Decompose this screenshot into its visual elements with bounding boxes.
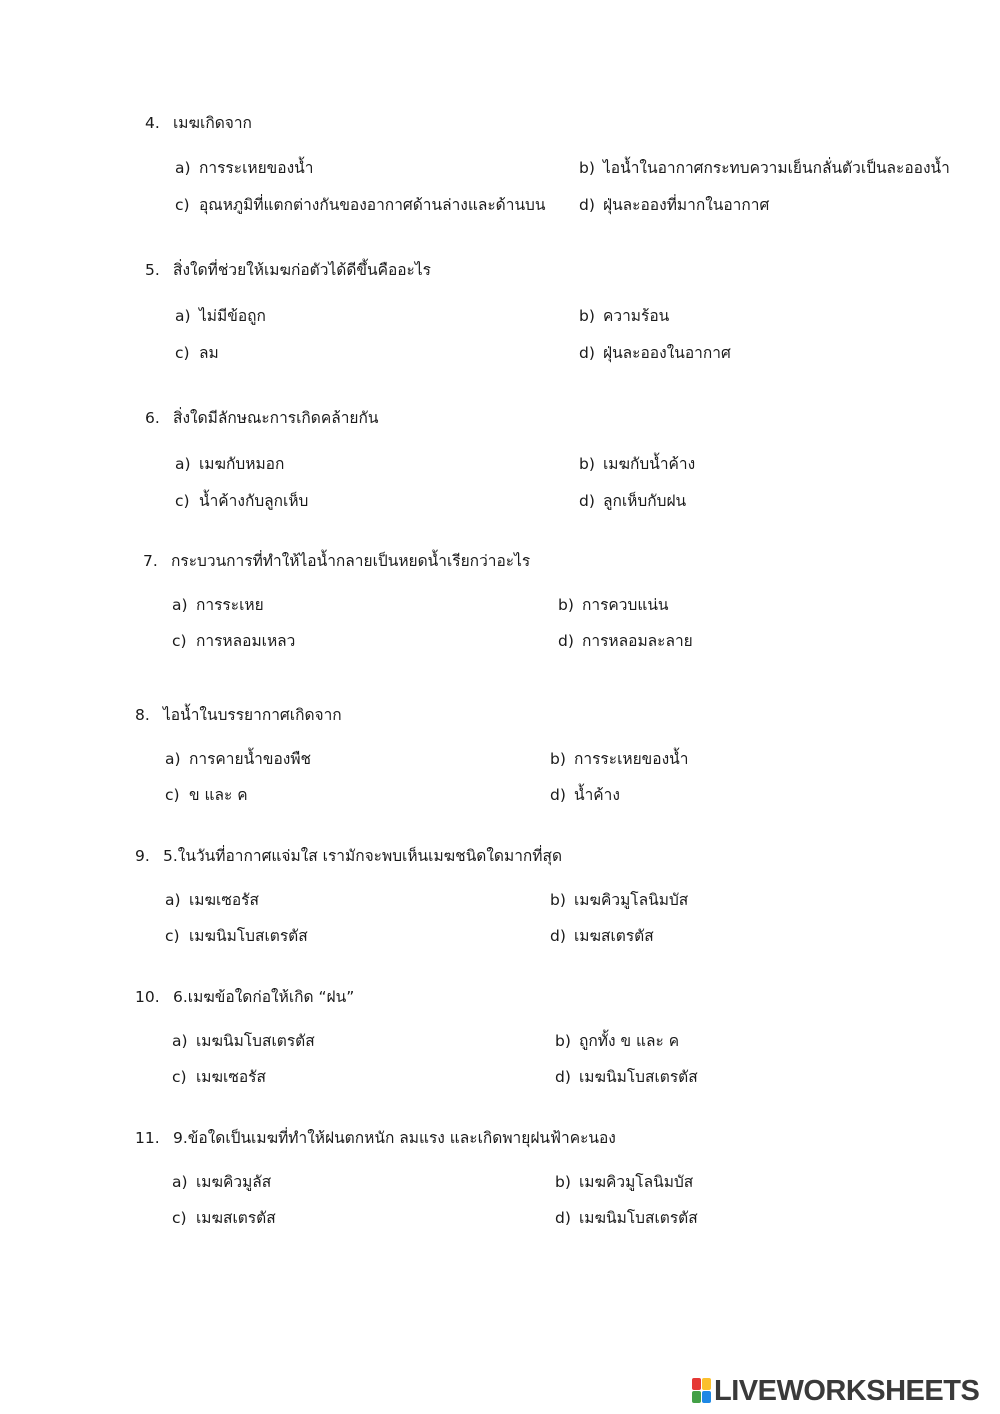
option-letter: c): [165, 786, 180, 804]
option-text: เมฆกับน้ำค้าง: [603, 455, 696, 473]
option-5a[interactable]: [175, 306, 266, 326]
option-text: ฝุ่นละอองที่มากในอากาศ: [603, 196, 770, 214]
option-letter: d): [579, 492, 595, 510]
option-text: ฝุ่นละอองในอากาศ: [603, 344, 731, 362]
option-letter: b): [579, 159, 595, 177]
option-letter: d): [555, 1209, 571, 1227]
option-text: การระเหยของน้ำ: [199, 159, 314, 177]
option-10b[interactable]: [555, 1031, 679, 1051]
option-6b[interactable]: [579, 454, 695, 474]
question-text: เมฆเกิดจาก: [173, 114, 252, 132]
option-4a[interactable]: [175, 158, 313, 178]
option-letter: c): [165, 927, 180, 945]
option-letter: d): [558, 632, 574, 650]
option-letter: b): [555, 1173, 571, 1191]
option-letter: c): [172, 1068, 187, 1086]
liveworksheets-logo: [692, 1374, 979, 1408]
option-letter: a): [175, 307, 191, 325]
option-letter: c): [172, 1209, 187, 1227]
question-number: 4.: [145, 114, 160, 132]
option-7c[interactable]: [172, 631, 295, 651]
option-9b[interactable]: [550, 890, 688, 910]
option-letter: d): [579, 344, 595, 362]
option-letter: d): [550, 927, 566, 945]
question-number: 5.: [145, 261, 160, 279]
option-letter: a): [175, 455, 191, 473]
option-letter: a): [172, 1032, 188, 1050]
option-11d[interactable]: [555, 1208, 698, 1228]
option-8a[interactable]: [165, 749, 311, 769]
option-8d[interactable]: [550, 785, 620, 805]
option-letter: c): [175, 492, 190, 510]
option-text: เมฆเซอรัส: [196, 1068, 266, 1086]
option-letter: a): [165, 750, 181, 768]
question-text: กระบวนการที่ทำให้ไอน้ำกลายเป็นหยดน้ำเรียกว่าอะไร: [171, 552, 531, 570]
question-8: [135, 705, 342, 725]
option-letter: d): [579, 196, 595, 214]
option-letter: a): [172, 1173, 188, 1191]
option-7b[interactable]: [558, 595, 669, 615]
option-text: การคายน้ำของพืช: [189, 750, 312, 768]
option-text: เมฆคิวมูลัส: [196, 1173, 272, 1191]
option-text: ไอน้ำในอากาศกระทบความเย็นกลั่นตัวเป็นละอองน้ำ: [603, 159, 950, 177]
option-text: เมฆนิมโบสเตรตัส: [189, 927, 308, 945]
option-letter: a): [175, 159, 191, 177]
option-text: ข และ ค: [189, 786, 248, 804]
option-letter: b): [550, 891, 566, 909]
question-number: 7.: [143, 552, 158, 570]
option-9d[interactable]: [550, 926, 654, 946]
option-8b[interactable]: [550, 749, 688, 769]
question-text: ไอน้ำในบรรยากาศเกิดจาก: [163, 706, 342, 724]
option-text: การควบแน่น: [582, 596, 669, 614]
question-text: 5.ในวันที่อากาศแจ่มใส เรามักจะพบเห็นเมฆชนิดใดมากที่สุด: [163, 847, 563, 865]
option-6a[interactable]: [175, 454, 284, 474]
option-letter: b): [579, 307, 595, 325]
option-text: การหลอมละลาย: [582, 632, 693, 650]
option-5d[interactable]: [579, 343, 731, 363]
option-11c[interactable]: [172, 1208, 276, 1228]
question-10: [135, 987, 354, 1007]
option-text: เมฆคิวมูโลนิมบัส: [574, 891, 689, 909]
option-text: การระเหยของน้ำ: [574, 750, 689, 768]
option-letter: c): [175, 344, 190, 362]
liveworksheets-mark-icon: [692, 1378, 712, 1404]
option-text: เมฆสเตรตัส: [574, 927, 654, 945]
option-text: อุณหภูมิที่แตกต่างกันของอากาศด้านล่างและด้านบน: [199, 196, 546, 214]
option-10d[interactable]: [555, 1067, 698, 1087]
option-4b[interactable]: [579, 158, 950, 178]
option-10c[interactable]: [172, 1067, 266, 1087]
option-11a[interactable]: [172, 1172, 271, 1192]
option-letter: a): [172, 596, 188, 614]
option-letter: b): [558, 596, 574, 614]
option-text: ถูกทั้ง ข และ ค: [579, 1032, 680, 1050]
option-6d[interactable]: [579, 491, 686, 511]
liveworksheets-wordmark: LIVEWORKSHEETS: [714, 1374, 980, 1407]
option-letter: d): [555, 1068, 571, 1086]
option-text: ลม: [199, 344, 219, 362]
option-text: เมฆสเตรตัส: [196, 1209, 276, 1227]
option-11b[interactable]: [555, 1172, 693, 1192]
question-number: 8.: [135, 706, 150, 724]
option-text: เมฆนิมโบสเตรตัส: [579, 1068, 698, 1086]
option-text: เมฆเซอรัส: [189, 891, 259, 909]
question-text: 6.เมฆข้อใดก่อให้เกิด “ฝน”: [173, 988, 355, 1006]
option-4c[interactable]: [175, 195, 545, 215]
question-number: 6.: [145, 409, 160, 427]
option-7a[interactable]: [172, 595, 264, 615]
option-9c[interactable]: [165, 926, 308, 946]
question-11: [135, 1128, 616, 1148]
option-text: การหลอมเหลว: [196, 632, 296, 650]
option-text: ลูกเห็บกับฝน: [603, 492, 687, 510]
option-10a[interactable]: [172, 1031, 315, 1051]
option-text: น้ำค้าง: [574, 786, 620, 804]
question-text: สิ่งใดมีลักษณะการเกิดคล้ายกัน: [173, 409, 379, 427]
option-text: เมฆนิมโบสเตรตัส: [579, 1209, 698, 1227]
option-letter: b): [550, 750, 566, 768]
question-number: 11.: [135, 1129, 160, 1147]
option-text: เมฆนิมโบสเตรตัส: [196, 1032, 315, 1050]
question-number: 10.: [135, 988, 160, 1006]
option-text: เมฆคิวมูโลนิมบัส: [579, 1173, 694, 1191]
option-7d[interactable]: [558, 631, 693, 651]
option-9a[interactable]: [165, 890, 259, 910]
option-letter: c): [172, 632, 187, 650]
question-6: [145, 408, 378, 428]
option-text: เมฆกับหมอก: [199, 455, 285, 473]
option-letter: d): [550, 786, 566, 804]
question-5: [145, 260, 431, 280]
question-4: [145, 113, 252, 133]
option-text: การระเหย: [196, 596, 264, 614]
question-9: [135, 846, 562, 866]
option-text: ความร้อน: [603, 307, 670, 325]
option-5c[interactable]: [175, 343, 219, 363]
option-4d[interactable]: [579, 195, 769, 215]
option-8c[interactable]: [165, 785, 248, 805]
option-text: ไม่มีข้อถูก: [199, 307, 266, 325]
option-letter: a): [165, 891, 181, 909]
question-number: 9.: [135, 847, 150, 865]
question-text: สิ่งใดที่ช่วยให้เมฆก่อตัวได้ดีขึ้นคืออะไร: [173, 261, 432, 279]
option-letter: b): [555, 1032, 571, 1050]
option-5b[interactable]: [579, 306, 669, 326]
option-letter: c): [175, 196, 190, 214]
question-text: 9.ข้อใดเป็นเมฆที่ทำให้ฝนตกหนัก ลมแรง และเกิดพายุฝนฟ้าคะนอง: [173, 1129, 616, 1147]
question-7: [143, 551, 530, 571]
option-6c[interactable]: [175, 491, 308, 511]
option-letter: b): [579, 455, 595, 473]
option-text: น้ำค้างกับลูกเห็บ: [199, 492, 309, 510]
